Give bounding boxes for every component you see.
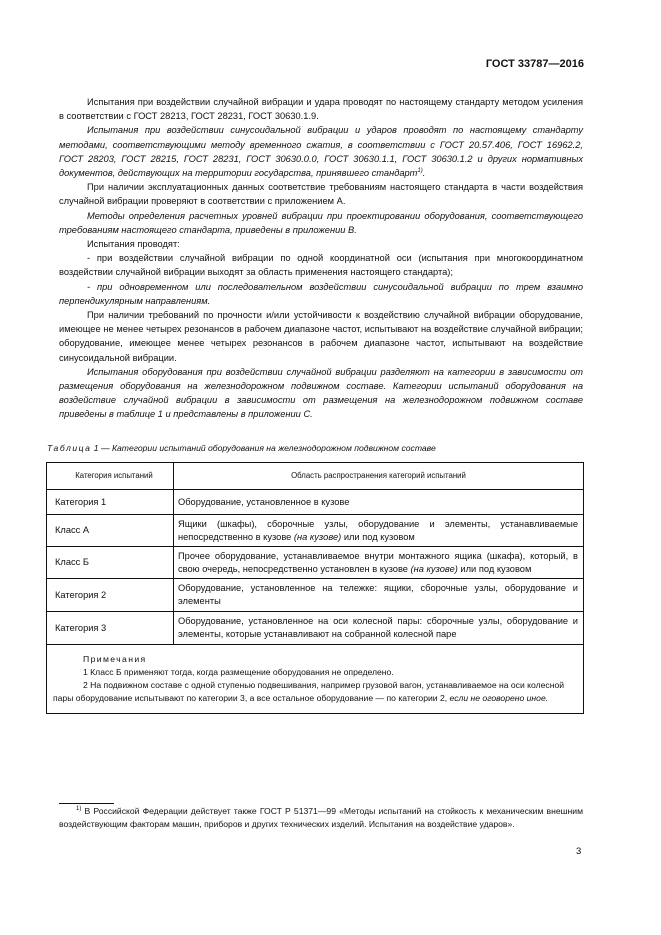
table-caption: Таблица 1 — Категории испытаний оборудования на железнодорожном подвижном составе [47,443,436,453]
paragraph: Испытания при воздействии синусоидальной вибрации и ударов проводят по настоящему стандарту методами, соответствующими методу временного сжатия, в соответствии с ГОСТ 20.57.406, ГОСТ 16962.2, ГОСТ 28203, ГОСТ 28215, ГОСТ 28231, ГОСТ 30630.0.0, ГОСТ 30630.1.1, ГОСТ 30630.1.2 и других нормативных документов, действующих на территории государства, принявшего стандарт$^{1)}$. [59,125,583,179]
category-cell: Класс Б [47,547,174,579]
list-item: - при воздействии случайной вибрации по одной координатной оси (испытания при многокоординатном воздействии случайной вибрации выходят за область применения настоящего стандарта); [59,253,583,278]
note-item: 1 Класс Б применяют тогда, когда размещение оборудования не определено. [83,667,394,677]
scope-cell: Оборудование, установленное на оси колесной пары: сборочные узлы, оборудование и элементы, которые устанавливают на собранной колесной паре [174,612,584,645]
paragraph: Испытания оборудования при воздействии случайной вибрации разделяют на категории в зависимости от размещения оборудования на железнодорожном подвижном составе. Категории испытаний оборудования на воздействие случайной вибрации в зависимости от размещения на железнодорожном подвижном составе приведены в таблице 1 и представлены в приложении С. [59,366,583,420]
body-text [59,95,583,422]
paragraph: При наличии требований по прочности и/или устойчивости к воздействию случайной вибрации оборудование, имеющее не менее четырех резонансов в рабочем диапазоне частот, испытывают на воздействие случайной вибрации; оборудование, имеющее менее четырех резонансов в рабочем диапазоне частот, испытывают на воздействие синусоидальной вибрации. [59,310,583,363]
category-cell: Класс А [47,515,174,547]
footnote-divider [59,803,114,804]
categories-table [46,462,584,714]
table-header-row [47,463,584,490]
paragraph: Методы определения расчетных уровней вибрации при проектировании оборудования, соответствующего требованиям настоящего стандарта, приведены в приложении В. [59,210,583,235]
scope-cell: Оборудование, установленное на тележке: ящики, сборочные узлы, оборудование и элементы [174,579,584,612]
column-header-category: Категория испытаний [47,463,174,490]
footnote: $^{1)}$ В Российской Федерации действует также ГОСТ Р 51371—99 «Методы испытаний на стойкость к механическим внешним воздействующим факторам машин, приборов и других технических изделий. Испытания на воздействие ударов». [59,806,583,829]
note-item: 2 На подвижном составе с одной ступенью подвешивания, например грузовой вагон, устанавливаемое на оси колесной пары оборудование испытывают по категории 3, а все остальное оборудование — по категории 2, если не оговорено иное. [53,680,565,703]
table-row [47,515,584,547]
table-notes [47,645,584,714]
scope-cell: Оборудование, установленное в кузове [174,490,584,515]
notes-row [47,645,584,714]
table-row [47,612,584,645]
standard-header: ГОСТ 33787—2016 [485,58,584,70]
category-cell: Категория 1 [47,490,174,515]
footnote-ref: 1) [417,167,423,174]
paragraph: Испытания при воздействии случайной вибрации и удара проводят по настоящему стандарту методом усиления в соответствии с ГОСТ 28213, ГОСТ 28231, ГОСТ 30630.1.9. [59,97,583,122]
paragraph: При наличии эксплуатационных данных соответствие требованиям настоящего стандарта в части воздействия случайной вибрации проверяют в соответствии с приложением А. [59,182,583,207]
scope-cell: Ящики (шкафы), сборочные узлы, оборудование и элементы, устанавливаемые непосредственно в кузове (на кузове) или под кузовом [174,515,584,547]
category-cell: Категория 2 [47,579,174,612]
table-row [47,579,584,612]
list-item: - при одновременном или последовательном воздействии синусоидальной вибрации по трем взаимно перпендикулярным направлениям. [59,281,583,306]
table-row [47,490,584,515]
page-number: 3 [576,846,582,857]
column-header-scope: Область распространения категорий испытаний [174,463,584,490]
notes-title: Примечания [83,654,147,664]
scope-cell: Прочее оборудование, устанавливаемое внутри монтажного ящика (шкафа), который, в свою очередь, непосредственно установлен в кузове (на кузове) или под кузовом [174,547,584,579]
category-cell: Категория 3 [47,612,174,645]
table-row [47,547,584,579]
paragraph: Испытания проводят: [87,239,180,250]
footnote-marker: 1) [76,806,82,813]
